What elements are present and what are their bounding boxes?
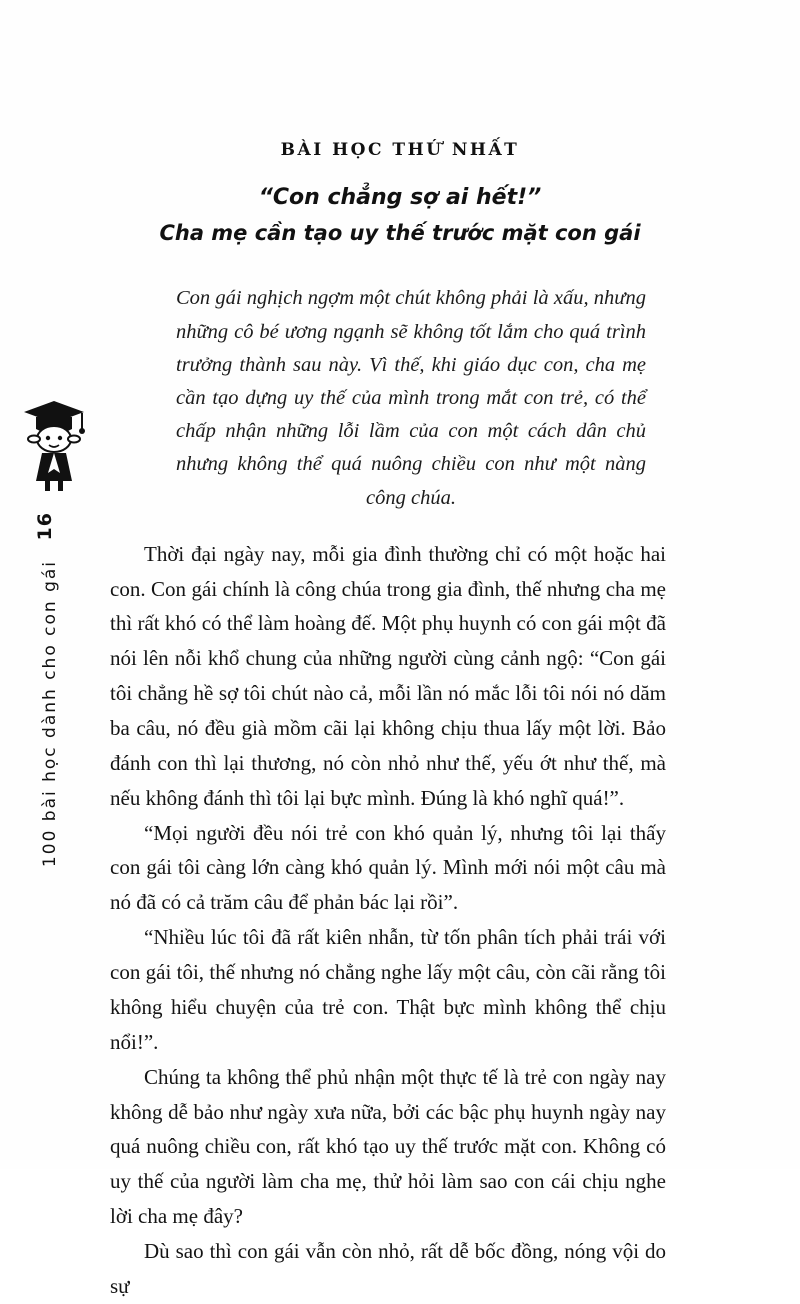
graduate-sheep-icon: [18, 395, 90, 495]
body-text: [110, 537, 666, 1304]
epigraph: Con gái nghịch ngợm một chút không phải là xấu, nhưng những cô bé ương ngạnh sẽ không tốt lắm cho quá trình trưởng thành sau này. Vì thế, khi giáo dục con, cha mẹ cần tạo dựng uy thế của mình trong mắt con trẻ, có thể chấp nhận những lỗi lầm của con một cách dân chủ nhưng không thể quá nuông chiều con như một nàng công chúa.: [176, 287, 646, 509]
chapter-subtitle: Cha mẹ cần tạo uy thế trước mặt con gái: [159, 220, 641, 245]
paragraph: Dù sao thì con gái vẫn còn nhỏ, rất dễ bốc đồng, nóng vội do sự: [110, 1238, 666, 1298]
running-head: 100 bài học dành cho con gái: [40, 560, 60, 868]
paragraph: Chúng ta không thể phủ nhận một thực tế là trẻ con ngày nay không dễ bảo như ngày xưa nữa, bởi các bậc phụ huynh ngày nay quá nuông chiều con, rất khó tạo uy thế trước mặt con. Không có uy thế của người làm cha mẹ, thử hỏi làm sao con cái chịu nghe lời cha mẹ đây?: [110, 1064, 666, 1229]
page-number: 16: [34, 512, 56, 541]
paragraph: “Mọi người đều nói trẻ con khó quản lý, nhưng tôi lại thấy con gái tôi càng lớn càng khó quản lý. Mình mới nói một câu mà nó đã có cả trăm câu để phản bác lại rồi”.: [110, 820, 666, 915]
chapter-label: BÀI HỌC THỨ NHẤT: [280, 140, 520, 160]
page-content: [110, 0, 690, 1298]
paragraph: Thời đại ngày nay, mỗi gia đình thường chỉ có một hoặc hai con. Con gái chính là công chúa trong gia đình, thế nhưng cha mẹ thì rất khó có thể làm hoàng đế. Một phụ huynh có con gái một đã nói lên nỗi khổ chung của những người cùng cảnh ngộ: “Con gái tôi chẳng hề sợ tôi chút nào cả, mỗi lần nó mắc lỗi tôi nói nó dăm ba câu, nó đều già mồm cãi lại không chịu thua lấy một lời. Bảo đánh con thì lại thương, nó còn nhỏ như thế, yếu ớt như thế, mà nếu không đánh thì tôi lại bực mình. Đúng là khó nghĩ quá!”.: [110, 541, 666, 810]
paragraph: “Nhiều lúc tôi đã rất kiên nhẫn, từ tốn phân tích phải trái với con gái tôi, thế nhưng nó chẳng nghe lấy một câu, còn cãi rằng tôi không hiểu chuyện của trẻ con. Thật bực mình không thể chịu nổi!”.: [110, 925, 666, 1054]
chapter-title: “Con chẳng sợ ai hết!”: [258, 185, 542, 210]
page-sidebar: [0, 0, 110, 1169]
